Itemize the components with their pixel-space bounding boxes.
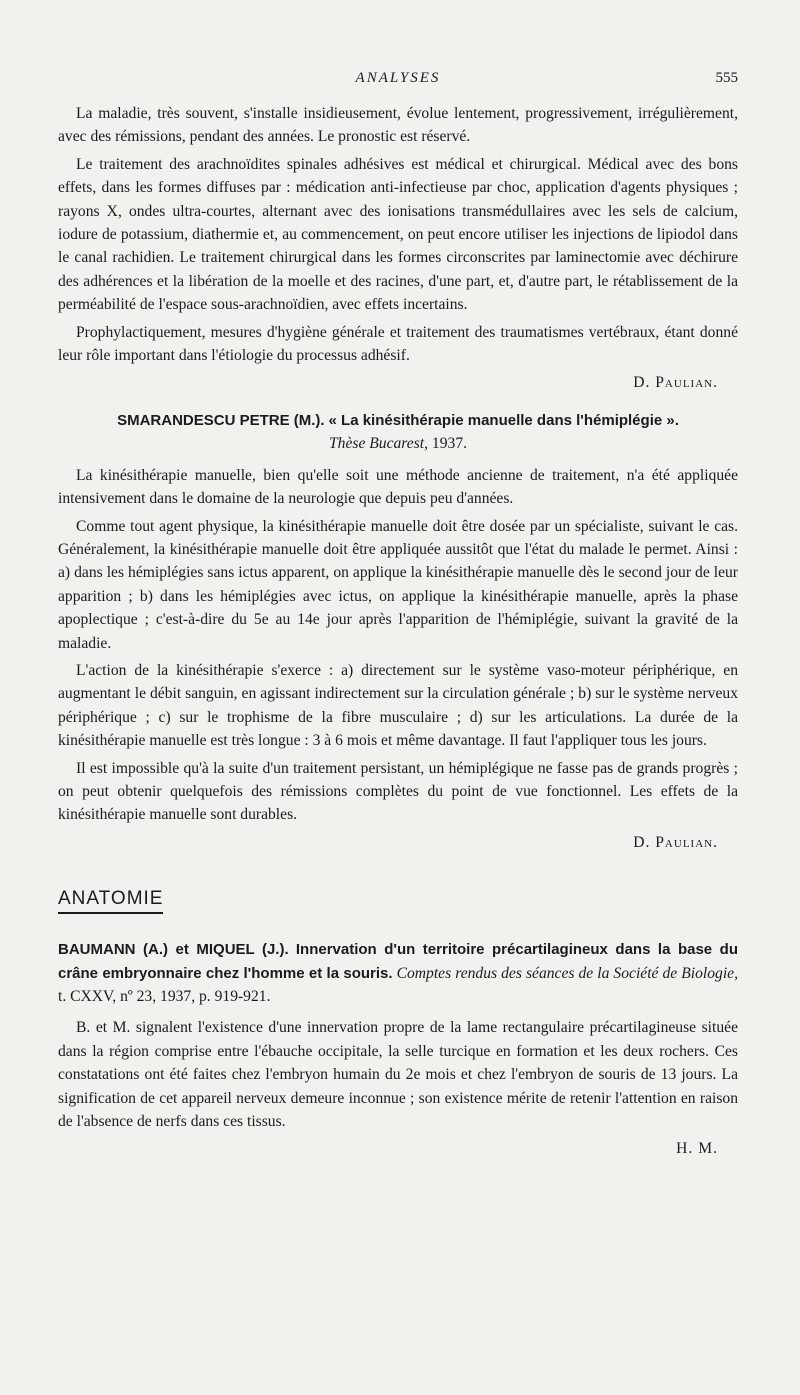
article-baumann bbox=[58, 938, 738, 1161]
article-title: « La kinésithérapie manuelle dans l'hémiplégie ». bbox=[328, 411, 679, 429]
article-authors: BAUMANN (A.) et MIQUEL (J.). bbox=[58, 941, 289, 959]
page-number: 555 bbox=[715, 70, 738, 86]
paragraph: La kinésithérapie manuelle, bien qu'elle soit une méthode ancienne de traitement, n'a été appliquée intensivement dans le domaine de la neurologie que depuis peu d'années. bbox=[58, 466, 738, 508]
paragraph: La maladie, très souvent, s'installe insidieusement, évolue lentement, progressivement, irrégulièrement, avec des rémissions, pendant des années. Le pronostic est réservé. bbox=[58, 105, 738, 146]
article-authors: SMARANDESCU PETRE (M.). bbox=[117, 411, 325, 429]
article-heading bbox=[58, 409, 738, 456]
article-reference: t. CXXV, nº 23, 1937, p. 919-921. bbox=[58, 988, 271, 1005]
article-smarandescu bbox=[58, 409, 738, 854]
article-source: Comptes rendus des séances de la Société de Biologie, bbox=[396, 964, 738, 982]
paragraph: Il est impossible qu'à la suite d'un traitement persistant, un hémiplégique ne fasse pas de grands progrès ; on peut obtenir quelquefois des rémissions complètes du point de vue fonctionnel. Les effets de la kinésithérapie manuelle sont durables. bbox=[58, 759, 738, 824]
signature: H. M. bbox=[676, 1140, 718, 1158]
running-title: ANALYSES bbox=[355, 70, 441, 86]
signature: D. Paulian. bbox=[633, 833, 718, 851]
article-heading bbox=[58, 938, 738, 1008]
section-title: ANATOMIE bbox=[58, 888, 163, 914]
article-year: 1937. bbox=[431, 435, 468, 453]
article-source: Thèse Bucarest, bbox=[328, 435, 429, 453]
paragraph: Prophylactiquement, mesures d'hygiène générale et traitement des traumatismes vertébraux, étant donné leur rôle important dans l'étiologie du processus adhésif. bbox=[58, 323, 738, 365]
paragraph: B. et M. signalent l'existence d'une innervation propre de la lame rectangulaire précartilagineuse située dans la région comprise entre l'ébauche occipitale, la selle turcique en formation et les deux rochers. Ces constatations ont été faites chez l'embryon humain du 2e mois et chez l'embryon de souris de 13 jours. La signification de cet appareil nerveux demeure inconnue ; son existence mérite de retenir l'attention en raison de l'absence de nerfs dans ces tissus. bbox=[58, 1019, 738, 1131]
signature: D. Paulian. bbox=[633, 374, 718, 392]
article-title: Innervation d'un territoire précartilagineux dans la base du crâne embryonnaire chez l'homme et la souris. bbox=[58, 941, 738, 982]
running-header bbox=[58, 70, 738, 94]
paragraph: Le traitement des arachnoïdites spinales adhésives est médical et chirurgical. Médical avec des bons effets, dans les formes diffuses par : médication anti-infectieuse par choc, application d'agents physiques ; rayons X, ondes ultra-courtes, alternant avec des ionisations transmédullaires avec les sels de calcium, iodure de potassium, diathermie et, au commencement, on peut encore utiliser les injections de lipiodol dans le canal rachidien. Le traitement chirurgical dans les formes circonscrites par laminectomie avec déchirure des adhérences et la libération de la moelle et des racines, d'une part, et, d'autre part, le rétablissement de la perméabilité de l'espace sous-arachnoïdien, avec effets incertains. bbox=[58, 155, 738, 314]
article-continued bbox=[58, 102, 738, 395]
paragraph: L'action de la kinésithérapie s'exerce : a) directement sur le système vaso-moteur périphérique, en augmentant le débit sanguin, en agissant indirectement sur la circulation générale ; b) sur le système nerveux périphérique ; c) sur le trophisme de la fibre musculaire ; d) sur les articulations. La durée de la kinésithérapie manuelle est très longue : 3 à 6 mois et même davantage. Il faut l'appliquer tous les jours. bbox=[58, 661, 738, 750]
paragraph: Comme tout agent physique, la kinésithérapie manuelle doit être dosée par un spécialiste, suivant le cas. Généralement, la kinésithérapie manuelle doit être appliquée aussitôt que l'état du malade le permet. Ainsi : a) dans les hémiplégies sans ictus apparent, on applique la kinésithérapie manuelle dès le second jour de leur apparition ; b) dans les hémiplégies avec ictus, on applique la kinésithérapie manuelle, après la phase apoplectique ; c'est-à-dire du 5e au 14e jour après l'apparition de l'hémiplégie, suivant la gravité de la maladie. bbox=[58, 517, 738, 652]
